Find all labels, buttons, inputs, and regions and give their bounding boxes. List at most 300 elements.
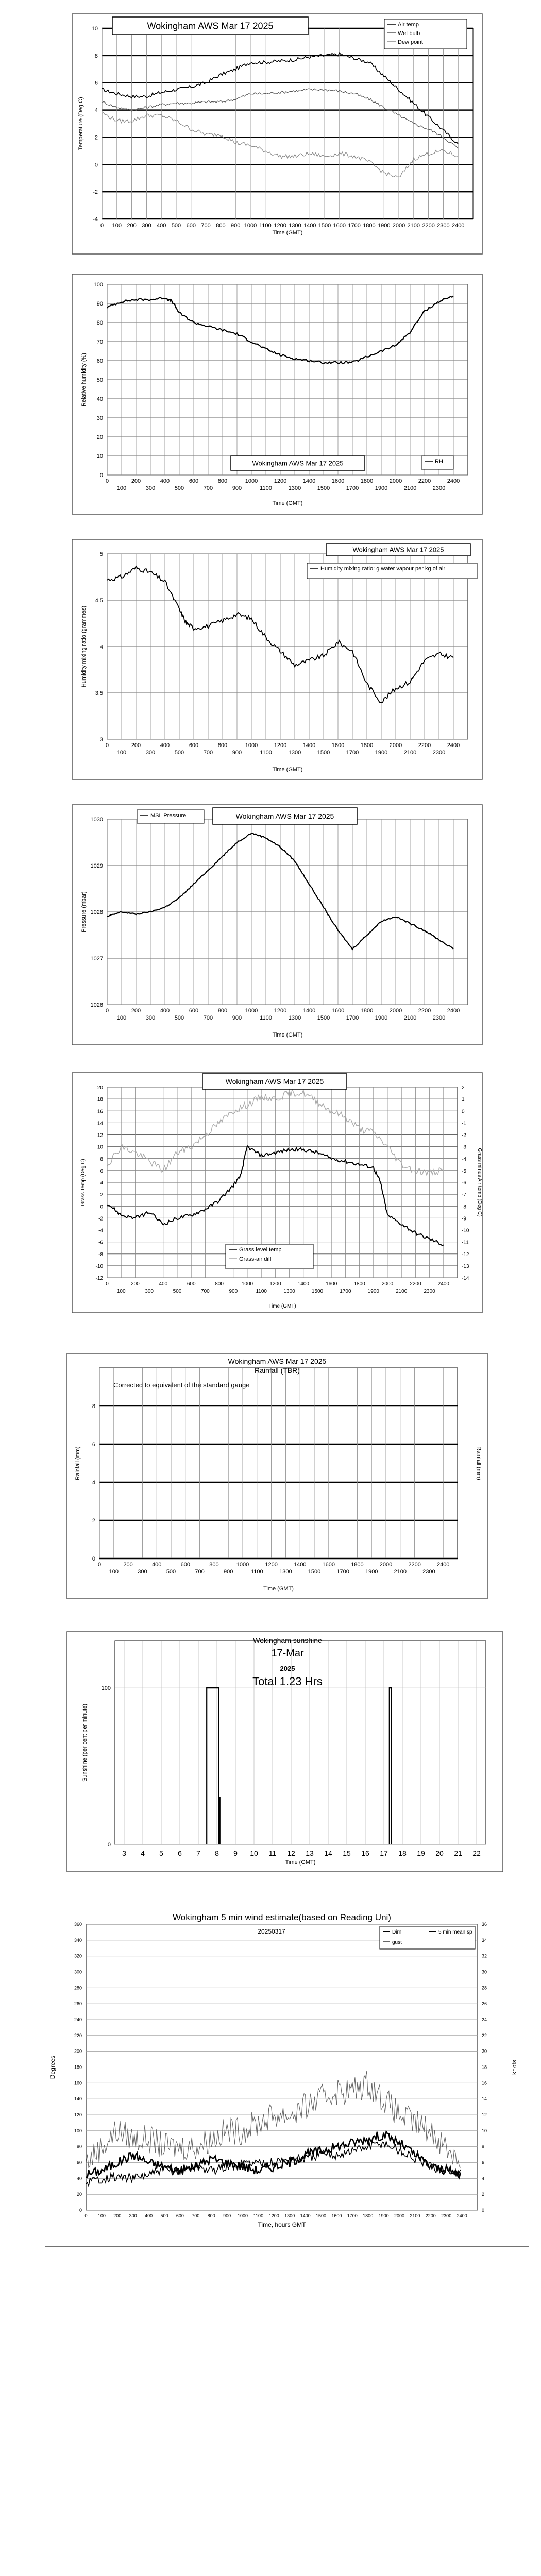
x-tick-label: 1200 bbox=[265, 1562, 278, 1568]
y-tick-label: 90 bbox=[96, 301, 103, 307]
y-tick-label: 140 bbox=[74, 2096, 82, 2102]
y-tick-label: 160 bbox=[74, 2080, 82, 2086]
x-tick-label: 2300 bbox=[424, 1289, 435, 1294]
y-tick-label: 4 bbox=[92, 1480, 95, 1486]
chart-title: Wokingham AWS Mar 17 2025 bbox=[235, 811, 334, 820]
legend-label: RH bbox=[435, 459, 443, 465]
y-axis-label-right: Rainfall (mm) bbox=[476, 1446, 482, 1480]
x-tick-label: 400 bbox=[159, 1281, 168, 1287]
y-tick-label: 6 bbox=[94, 80, 98, 87]
x-tick-label: 1100 bbox=[253, 2213, 264, 2218]
x-tick-label: 600 bbox=[189, 742, 199, 749]
y-tick-label-right: 16 bbox=[482, 2080, 487, 2086]
x-tick-label: 0 bbox=[105, 478, 109, 484]
x-tick-label: 2200 bbox=[418, 478, 431, 484]
grass-chart-panel bbox=[71, 1072, 483, 1314]
x-tick-label: 1600 bbox=[331, 742, 345, 749]
x-tick-label: 0 bbox=[106, 1281, 109, 1287]
y-tick-label: 20 bbox=[76, 2192, 82, 2197]
x-tick-label: 1900 bbox=[378, 2213, 389, 2218]
x-tick-label: 1500 bbox=[318, 223, 331, 229]
x-tick-label: 1200 bbox=[268, 2213, 279, 2218]
x-tick-label: 2100 bbox=[403, 750, 417, 756]
x-tick-label: 100 bbox=[97, 2213, 106, 2218]
y-tick-label: 40 bbox=[96, 396, 103, 402]
legend-label: MSL Pressure bbox=[150, 812, 187, 819]
y-tick-label-right: 26 bbox=[482, 2001, 487, 2007]
x-tick-label: 1900 bbox=[375, 1015, 388, 1021]
x-tick-label: 2400 bbox=[437, 1281, 449, 1287]
y-axis-label: Temperature (Deg C) bbox=[78, 97, 84, 150]
x-tick-label: 2200 bbox=[418, 1008, 431, 1014]
x-tick-label: 6 bbox=[178, 1849, 182, 1857]
x-tick-label: 1400 bbox=[293, 1562, 307, 1568]
x-tick-label: 500 bbox=[171, 223, 181, 229]
y-tick-label: 120 bbox=[74, 2112, 82, 2117]
x-axis-label: Time (GMT) bbox=[272, 230, 303, 236]
x-tick-label: 1200 bbox=[274, 478, 287, 484]
y-tick-label-right: 24 bbox=[482, 2017, 487, 2022]
x-tick-label: 200 bbox=[131, 1008, 141, 1014]
x-axis-label: Time (GMT) bbox=[263, 1586, 294, 1592]
y-tick-label-right: 4 bbox=[482, 2176, 485, 2181]
x-tick-label: 2300 bbox=[432, 485, 446, 492]
y-tick-label: 60 bbox=[76, 2160, 82, 2165]
y-axis-label-right: knots bbox=[511, 2060, 518, 2075]
y-tick-label: 200 bbox=[74, 2048, 82, 2054]
y-tick-label-right: -1 bbox=[462, 1121, 466, 1127]
y-tick-label: 8 bbox=[100, 1156, 103, 1162]
x-tick-label: 800 bbox=[216, 223, 226, 229]
chart-subtitle: 20250317 bbox=[258, 1928, 285, 1935]
y-tick-label: 6 bbox=[92, 1442, 95, 1448]
x-tick-label: 800 bbox=[207, 2213, 215, 2218]
x-tick-label: 500 bbox=[166, 1569, 176, 1575]
x-tick-label: 1300 bbox=[283, 1289, 295, 1294]
x-tick-label: 17 bbox=[380, 1849, 388, 1857]
x-tick-label: 1900 bbox=[377, 223, 391, 229]
y-tick-label-right: 20 bbox=[482, 2048, 487, 2054]
temperature-chart bbox=[71, 13, 483, 255]
x-tick-label: 500 bbox=[160, 2213, 168, 2218]
x-tick-label: 2300 bbox=[432, 750, 446, 756]
x-tick-label: 1700 bbox=[346, 1015, 359, 1021]
y-tick-label: 6 bbox=[100, 1168, 103, 1174]
x-tick-label: 2100 bbox=[403, 1015, 417, 1021]
y-tick-label-right: 2 bbox=[462, 1085, 465, 1091]
x-tick-label: 300 bbox=[142, 223, 151, 229]
x-tick-label: 100 bbox=[116, 485, 127, 492]
y-tick-label: 80 bbox=[76, 2144, 82, 2149]
y-tick-label: -12 bbox=[95, 1276, 103, 1281]
x-tick-label: 0 bbox=[100, 223, 104, 229]
chart-date: 17-Mar bbox=[271, 1648, 304, 1659]
chart-title: Wokingham sunshine bbox=[253, 1636, 322, 1645]
y-tick-label: 1027 bbox=[90, 956, 103, 962]
y-tick-label: 220 bbox=[74, 2032, 82, 2038]
x-tick-label: 900 bbox=[231, 223, 241, 229]
x-tick-label: 1600 bbox=[333, 223, 346, 229]
x-tick-label: 1400 bbox=[302, 1008, 316, 1014]
x-tick-label: 1100 bbox=[260, 485, 272, 492]
x-tick-label: 1500 bbox=[315, 2213, 327, 2218]
y-tick-label: 0 bbox=[94, 162, 98, 168]
x-tick-label: 1800 bbox=[360, 1008, 374, 1014]
y-tick-label: 8 bbox=[94, 53, 98, 59]
y-tick-label: 10 bbox=[97, 1144, 103, 1150]
x-axis-label: Time (GMT) bbox=[272, 500, 303, 506]
y-tick-label-right: 30 bbox=[482, 1969, 487, 1975]
x-tick-label: 2000 bbox=[379, 1562, 393, 1568]
y-tick-label: 3 bbox=[99, 737, 103, 743]
x-tick-label: 200 bbox=[131, 742, 141, 749]
x-tick-label: 600 bbox=[180, 1562, 190, 1568]
x-tick-label: 1900 bbox=[365, 1569, 378, 1575]
legend-label: Wet bulb bbox=[398, 30, 420, 37]
y-tick-label-right: 2 bbox=[482, 2192, 485, 2197]
x-tick-label: 1400 bbox=[302, 742, 316, 749]
y-tick-label: 260 bbox=[74, 2001, 82, 2007]
x-tick-label: 18 bbox=[398, 1849, 407, 1857]
y-tick-label: 360 bbox=[74, 1922, 82, 1927]
x-tick-label: 16 bbox=[361, 1849, 369, 1857]
x-tick-label: 300 bbox=[145, 1289, 154, 1294]
x-tick-label: 900 bbox=[229, 1289, 238, 1294]
x-tick-label: 1300 bbox=[284, 2213, 295, 2218]
y-axis-label: Rainfall (mm) bbox=[75, 1446, 81, 1480]
x-tick-label: 500 bbox=[174, 1015, 184, 1021]
y-tick-label: 4 bbox=[100, 1180, 103, 1186]
y-tick-label: 18 bbox=[97, 1097, 103, 1103]
x-tick-label: 11 bbox=[268, 1849, 277, 1857]
x-tick-label: 500 bbox=[174, 750, 184, 756]
x-tick-label: 2400 bbox=[447, 1008, 460, 1014]
temperature-chart-panel bbox=[71, 13, 483, 255]
y-tick-label: 20 bbox=[96, 434, 103, 440]
y-tick-label: 40 bbox=[76, 2176, 82, 2181]
x-tick-label: 100 bbox=[116, 1289, 126, 1294]
x-tick-label: 2300 bbox=[441, 2213, 452, 2218]
x-tick-label: 200 bbox=[131, 478, 141, 484]
y-tick-label-right: 12 bbox=[482, 2112, 487, 2117]
x-tick-label: 8 bbox=[215, 1849, 219, 1857]
x-tick-label: 1600 bbox=[322, 1562, 335, 1568]
y-tick-label-right: 8 bbox=[482, 2144, 485, 2149]
x-tick-label: 600 bbox=[189, 478, 199, 484]
x-tick-label: 900 bbox=[224, 1569, 233, 1575]
x-tick-label: 1200 bbox=[274, 1008, 287, 1014]
x-tick-label: 400 bbox=[145, 2213, 153, 2218]
y-tick-label: 100 bbox=[101, 1685, 111, 1692]
x-axis-label: Time (GMT) bbox=[285, 1859, 316, 1866]
x-tick-label: 300 bbox=[145, 485, 156, 492]
x-tick-label: 1500 bbox=[311, 1289, 324, 1294]
x-tick-label: 700 bbox=[203, 485, 213, 492]
y-tick-label: -10 bbox=[95, 1263, 103, 1269]
x-tick-label: 700 bbox=[192, 2213, 200, 2218]
x-tick-label: 1300 bbox=[288, 485, 301, 492]
x-tick-label: 0 bbox=[97, 1562, 102, 1568]
y-tick-label: 1030 bbox=[90, 817, 103, 823]
x-tick-label: 1000 bbox=[245, 742, 258, 749]
x-axis-label: Time (GMT) bbox=[268, 1303, 296, 1309]
y-tick-label: 2 bbox=[94, 134, 98, 141]
x-tick-label: 1500 bbox=[308, 1569, 321, 1575]
chart-total: Total 1.23 Hrs bbox=[252, 1675, 323, 1688]
x-tick-label: 2400 bbox=[436, 1562, 450, 1568]
pressure-chart-panel bbox=[71, 804, 483, 1046]
x-tick-label: 1200 bbox=[274, 742, 287, 749]
x-tick-label: 800 bbox=[217, 742, 228, 749]
wind-chart-panel bbox=[42, 1909, 532, 2249]
x-tick-label: 700 bbox=[203, 750, 213, 756]
y-tick-label: 10 bbox=[91, 26, 98, 32]
x-tick-label: 100 bbox=[109, 1569, 119, 1575]
x-tick-label: 1100 bbox=[260, 750, 272, 756]
x-tick-label: 2300 bbox=[432, 1015, 446, 1021]
x-tick-label: 800 bbox=[217, 1008, 228, 1014]
x-tick-label: 1700 bbox=[346, 485, 359, 492]
x-tick-label: 2300 bbox=[422, 1569, 435, 1575]
x-tick-label: 1800 bbox=[363, 223, 376, 229]
x-tick-label: 1900 bbox=[375, 750, 388, 756]
x-tick-label: 1700 bbox=[340, 1289, 351, 1294]
x-tick-label: 1100 bbox=[260, 1015, 272, 1021]
x-axis-label: Time (GMT) bbox=[272, 767, 303, 773]
y-axis-label: Relative humidity (%) bbox=[81, 353, 87, 406]
x-tick-label: 1300 bbox=[288, 1015, 301, 1021]
x-tick-label: 400 bbox=[157, 223, 166, 229]
rainfall-chart bbox=[66, 1352, 488, 1600]
y-tick-label: -6 bbox=[98, 1240, 103, 1246]
x-tick-label: 1800 bbox=[360, 478, 374, 484]
y-tick-label: -2 bbox=[98, 1216, 103, 1222]
y-tick-label-right: -11 bbox=[462, 1240, 469, 1246]
x-tick-label: 400 bbox=[160, 478, 170, 484]
x-tick-label: 1500 bbox=[317, 1015, 330, 1021]
y-tick-label-right: 28 bbox=[482, 1985, 487, 1991]
y-tick-label: 4.5 bbox=[95, 598, 103, 604]
x-tick-label: 2000 bbox=[389, 478, 402, 484]
y-tick-label: 300 bbox=[74, 1969, 82, 1975]
chart-title: Wokingham AWS Mar 17 2025 bbox=[225, 1077, 324, 1086]
y-tick-label-right: -10 bbox=[462, 1228, 469, 1234]
x-tick-label: 300 bbox=[138, 1569, 147, 1575]
x-tick-label: 900 bbox=[232, 1015, 242, 1021]
x-tick-label: 4 bbox=[141, 1849, 145, 1857]
y-tick-label: 100 bbox=[93, 282, 103, 288]
x-tick-label: 1700 bbox=[346, 750, 359, 756]
x-axis-label: Time, hours GMT bbox=[258, 2221, 306, 2228]
x-tick-label: 21 bbox=[454, 1849, 462, 1857]
x-tick-label: 2400 bbox=[451, 223, 465, 229]
y-tick-label-right: -3 bbox=[462, 1144, 466, 1150]
y-tick-label: 0 bbox=[100, 1204, 103, 1210]
x-tick-label: 2100 bbox=[407, 223, 420, 229]
x-tick-label: 300 bbox=[129, 2213, 137, 2218]
y-axis-label: Pressure (mbar) bbox=[81, 891, 87, 933]
y-tick-label: 0 bbox=[92, 1556, 95, 1562]
x-tick-label: 9 bbox=[233, 1849, 238, 1857]
x-tick-label: 1000 bbox=[241, 1281, 253, 1287]
x-tick-label: 20 bbox=[435, 1849, 444, 1857]
wind-chart bbox=[42, 1909, 532, 2249]
y-tick-label: 16 bbox=[97, 1109, 103, 1115]
y-tick-label: -4 bbox=[93, 216, 98, 223]
x-tick-label: 1000 bbox=[237, 2213, 248, 2218]
y-tick-label: 2 bbox=[100, 1192, 103, 1198]
x-tick-label: 22 bbox=[472, 1849, 481, 1857]
x-tick-label: 1700 bbox=[336, 1569, 349, 1575]
y-tick-label: 4 bbox=[94, 107, 98, 114]
x-tick-label: 2100 bbox=[394, 1569, 407, 1575]
x-tick-label: 1600 bbox=[331, 2213, 342, 2218]
rh-chart bbox=[71, 273, 483, 515]
legend-label: Air temp bbox=[398, 22, 419, 28]
x-tick-label: 1700 bbox=[348, 223, 361, 229]
x-tick-label: 800 bbox=[217, 478, 228, 484]
y-tick-label: 0 bbox=[79, 2208, 82, 2213]
y-axis-label: Humidity mixing ratio (grammes) bbox=[81, 605, 87, 688]
y-tick-label-right: 6 bbox=[482, 2160, 485, 2165]
chart-title: Wokingham AWS Mar 17 2025 bbox=[252, 459, 344, 467]
x-tick-label: 1100 bbox=[250, 1569, 263, 1575]
y-tick-label: 20 bbox=[97, 1085, 103, 1091]
x-tick-label: 2100 bbox=[396, 1289, 408, 1294]
x-tick-label: 1000 bbox=[245, 1008, 258, 1014]
y-tick-label: 5 bbox=[99, 551, 103, 557]
y-tick-label: 1026 bbox=[90, 1002, 103, 1008]
x-tick-label: 1100 bbox=[256, 1289, 267, 1294]
x-tick-label: 500 bbox=[174, 485, 184, 492]
y-axis-label: Sunshine (per cent per minute) bbox=[82, 1703, 88, 1782]
chart-title: Wokingham 5 min wind estimate(based on Reading Uni) bbox=[173, 1912, 391, 1922]
x-tick-label: 1500 bbox=[317, 750, 330, 756]
x-tick-label: 200 bbox=[131, 1281, 140, 1287]
chart-title: Wokingham AWS Mar 17 2025 bbox=[352, 546, 444, 554]
x-tick-label: 1400 bbox=[302, 478, 316, 484]
x-tick-label: 700 bbox=[201, 1289, 210, 1294]
y-tick-label-right: -7 bbox=[462, 1192, 466, 1198]
legend-box bbox=[384, 19, 467, 49]
y-tick-label-right: 1 bbox=[462, 1097, 465, 1103]
y-tick-label: -2 bbox=[93, 189, 98, 196]
x-tick-label: 2400 bbox=[447, 742, 460, 749]
y-tick-label-right: -2 bbox=[462, 1132, 466, 1139]
y-tick-label: 4 bbox=[99, 644, 103, 650]
x-tick-label: 1300 bbox=[279, 1569, 292, 1575]
y-tick-label: 8 bbox=[92, 1403, 95, 1410]
x-tick-label: 12 bbox=[287, 1849, 295, 1857]
x-tick-label: 10 bbox=[250, 1849, 258, 1857]
rainfall-chart-panel bbox=[66, 1352, 488, 1600]
x-tick-label: 2200 bbox=[425, 2213, 436, 2218]
x-tick-label: 2000 bbox=[389, 742, 402, 749]
chart-title: Wokingham AWS Mar 17 2025 bbox=[228, 1357, 327, 1365]
sunshine-chart bbox=[66, 1631, 504, 1873]
x-tick-label: 400 bbox=[160, 742, 170, 749]
x-tick-label: 200 bbox=[127, 223, 137, 229]
y-tick-label: 60 bbox=[96, 358, 103, 364]
y-tick-label-right: -4 bbox=[462, 1156, 466, 1162]
y-tick-label-right: -13 bbox=[462, 1263, 469, 1269]
y-tick-label: -4 bbox=[98, 1228, 103, 1234]
sunshine-chart-panel bbox=[66, 1631, 504, 1873]
x-tick-label: 19 bbox=[417, 1849, 425, 1857]
y-tick-label-right: -6 bbox=[462, 1180, 466, 1186]
y-tick-label: 340 bbox=[74, 1937, 82, 1943]
x-tick-label: 700 bbox=[201, 223, 211, 229]
chart-year: 2025 bbox=[280, 1665, 295, 1672]
y-tick-label: 30 bbox=[96, 415, 103, 421]
y-tick-label: 2 bbox=[92, 1518, 95, 1524]
y-tick-label: 320 bbox=[74, 1953, 82, 1959]
x-tick-label: 1300 bbox=[288, 750, 301, 756]
y-tick-label: 12 bbox=[97, 1132, 103, 1139]
x-tick-label: 2100 bbox=[410, 2213, 420, 2218]
x-tick-label: 3 bbox=[122, 1849, 126, 1857]
y-tick-label-right: 32 bbox=[482, 1953, 487, 1959]
y-axis-label: Degrees bbox=[49, 2055, 56, 2079]
x-tick-label: 1500 bbox=[317, 485, 330, 492]
x-tick-label: 14 bbox=[324, 1849, 332, 1857]
x-tick-label: 1800 bbox=[360, 742, 374, 749]
y-tick-label: 10 bbox=[96, 453, 103, 460]
x-tick-label: 2000 bbox=[389, 1008, 402, 1014]
y-tick-label-right: 34 bbox=[482, 1937, 487, 1943]
grass-chart bbox=[71, 1072, 483, 1314]
plot-area bbox=[115, 1641, 486, 1844]
x-tick-label: 200 bbox=[113, 2213, 122, 2218]
x-tick-label: 7 bbox=[196, 1849, 200, 1857]
x-tick-label: 1000 bbox=[236, 1562, 249, 1568]
chart-title: Wokingham AWS Mar 17 2025 bbox=[147, 21, 274, 31]
y-tick-label-right: -14 bbox=[462, 1276, 469, 1281]
x-tick-label: 1600 bbox=[331, 1008, 345, 1014]
y-tick-label-right: -12 bbox=[462, 1251, 469, 1258]
x-tick-label: 1000 bbox=[244, 223, 257, 229]
y-tick-label: 70 bbox=[96, 339, 103, 345]
x-tick-label: 1700 bbox=[347, 2213, 358, 2218]
y-axis-label: Grass Temp (Deg C) bbox=[80, 1159, 86, 1206]
pressure-chart bbox=[71, 804, 483, 1046]
x-tick-label: 800 bbox=[215, 1281, 224, 1287]
x-tick-label: 0 bbox=[105, 742, 109, 749]
y-tick-label-right: 10 bbox=[482, 2128, 487, 2133]
x-tick-label: 1300 bbox=[289, 223, 301, 229]
x-tick-label: 500 bbox=[173, 1289, 182, 1294]
x-tick-label: 2400 bbox=[457, 2213, 467, 2218]
x-tick-label: 1900 bbox=[375, 485, 388, 492]
y-tick-label: 80 bbox=[96, 320, 103, 326]
y-tick-label: 280 bbox=[74, 1985, 82, 1991]
y-tick-label-right: 14 bbox=[482, 2096, 487, 2102]
x-tick-label: 2000 bbox=[392, 223, 405, 229]
legend-label: Grass-air diff bbox=[239, 1256, 272, 1262]
y-tick-label: 240 bbox=[74, 2017, 82, 2022]
x-tick-label: 2400 bbox=[447, 478, 460, 484]
x-tick-label: 1000 bbox=[245, 478, 258, 484]
y-tick-label: 0 bbox=[107, 1842, 111, 1848]
y-tick-label-right: 22 bbox=[482, 2032, 487, 2038]
y-tick-label-right: 0 bbox=[482, 2208, 485, 2213]
x-tick-label: 700 bbox=[195, 1569, 205, 1575]
y-tick-label-right: -8 bbox=[462, 1204, 466, 1210]
y-tick-label: 3.5 bbox=[95, 690, 103, 697]
x-tick-label: 1900 bbox=[367, 1289, 379, 1294]
x-tick-label: 1600 bbox=[331, 478, 345, 484]
y-tick-label: 100 bbox=[74, 2128, 82, 2133]
